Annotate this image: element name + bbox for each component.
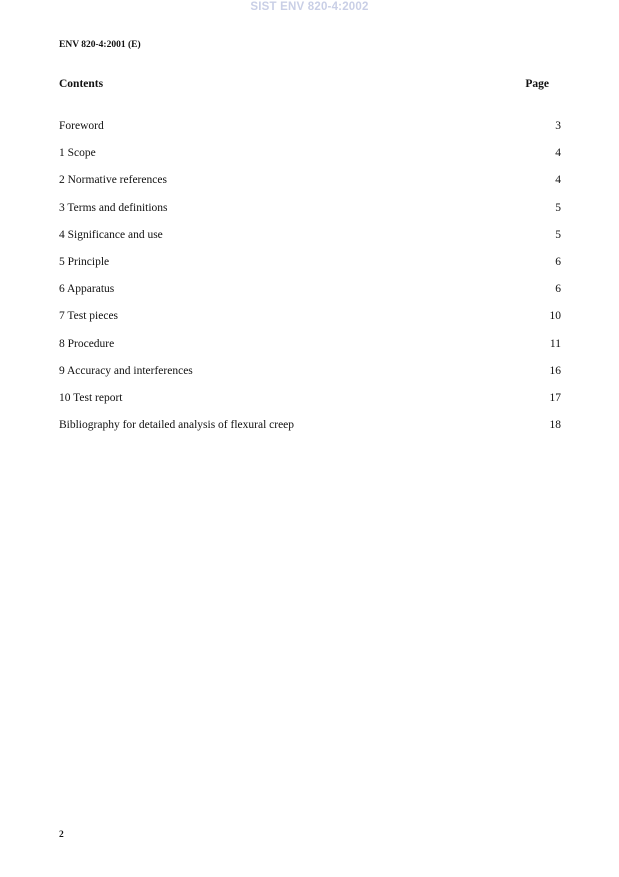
toc-entry-scope[interactable] [59, 146, 561, 173]
toc-entry-foreword[interactable] [59, 119, 561, 146]
toc-entry-page: 16 [549, 364, 561, 377]
table-of-contents [59, 119, 561, 445]
toc-entry-normative-references[interactable] [59, 173, 561, 200]
toc-entry-label: 8 Procedure [59, 337, 115, 350]
toc-entry-procedure[interactable] [59, 337, 561, 364]
toc-entry-terms-and-definitions[interactable] [59, 201, 561, 228]
toc-entry-label: 7 Test pieces [59, 310, 119, 323]
toc-entry-significance-and-use[interactable] [59, 228, 561, 255]
toc-entry-label: 6 Apparatus [59, 283, 115, 296]
toc-entry-label: 4 Significance and use [59, 228, 163, 241]
toc-entry-label: 9 Accuracy and interferences [59, 364, 193, 377]
toc-entry-apparatus[interactable] [59, 282, 561, 309]
toc-entry-label: 10 Test report [59, 391, 123, 404]
toc-entry-label: 3 Terms and definitions [59, 201, 168, 214]
document-id: ENV 820-4:2001 (E) [59, 40, 141, 50]
toc-entry-bibliography[interactable] [59, 418, 561, 445]
toc-entry-page: 17 [549, 391, 561, 404]
toc-entry-principle[interactable] [59, 255, 561, 282]
toc-entry-page: 4 [555, 147, 561, 160]
toc-entry-page: 6 [555, 283, 561, 296]
toc-entry-test-report[interactable] [59, 391, 561, 418]
toc-entry-page: 10 [549, 310, 561, 323]
toc-entry-accuracy-and-interferences[interactable] [59, 364, 561, 391]
toc-entry-test-pieces[interactable] [59, 309, 561, 336]
toc-entry-page: 3 [555, 120, 561, 132]
toc-entry-label: Foreword [59, 120, 104, 132]
page-number: 2 [59, 830, 64, 840]
toc-entry-label: 5 Principle [59, 255, 110, 268]
contents-title: Contents [59, 78, 104, 90]
toc-entry-label: 1 Scope [59, 147, 96, 160]
toc-entry-page: 5 [555, 228, 561, 241]
watermark: SIST ENV 820-4:2002 [250, 1, 369, 13]
toc-entry-page: 6 [555, 255, 561, 268]
toc-entry-page: 18 [549, 419, 561, 432]
toc-entry-page: 11 [549, 337, 561, 350]
toc-entry-page: 5 [555, 201, 561, 214]
toc-entry-label: Bibliography for detailed analysis of flexural creep [59, 419, 295, 432]
toc-entry-page: 4 [555, 174, 561, 187]
toc-entry-label: 2 Normative references [59, 174, 167, 187]
page-column-label: Page [525, 78, 549, 90]
